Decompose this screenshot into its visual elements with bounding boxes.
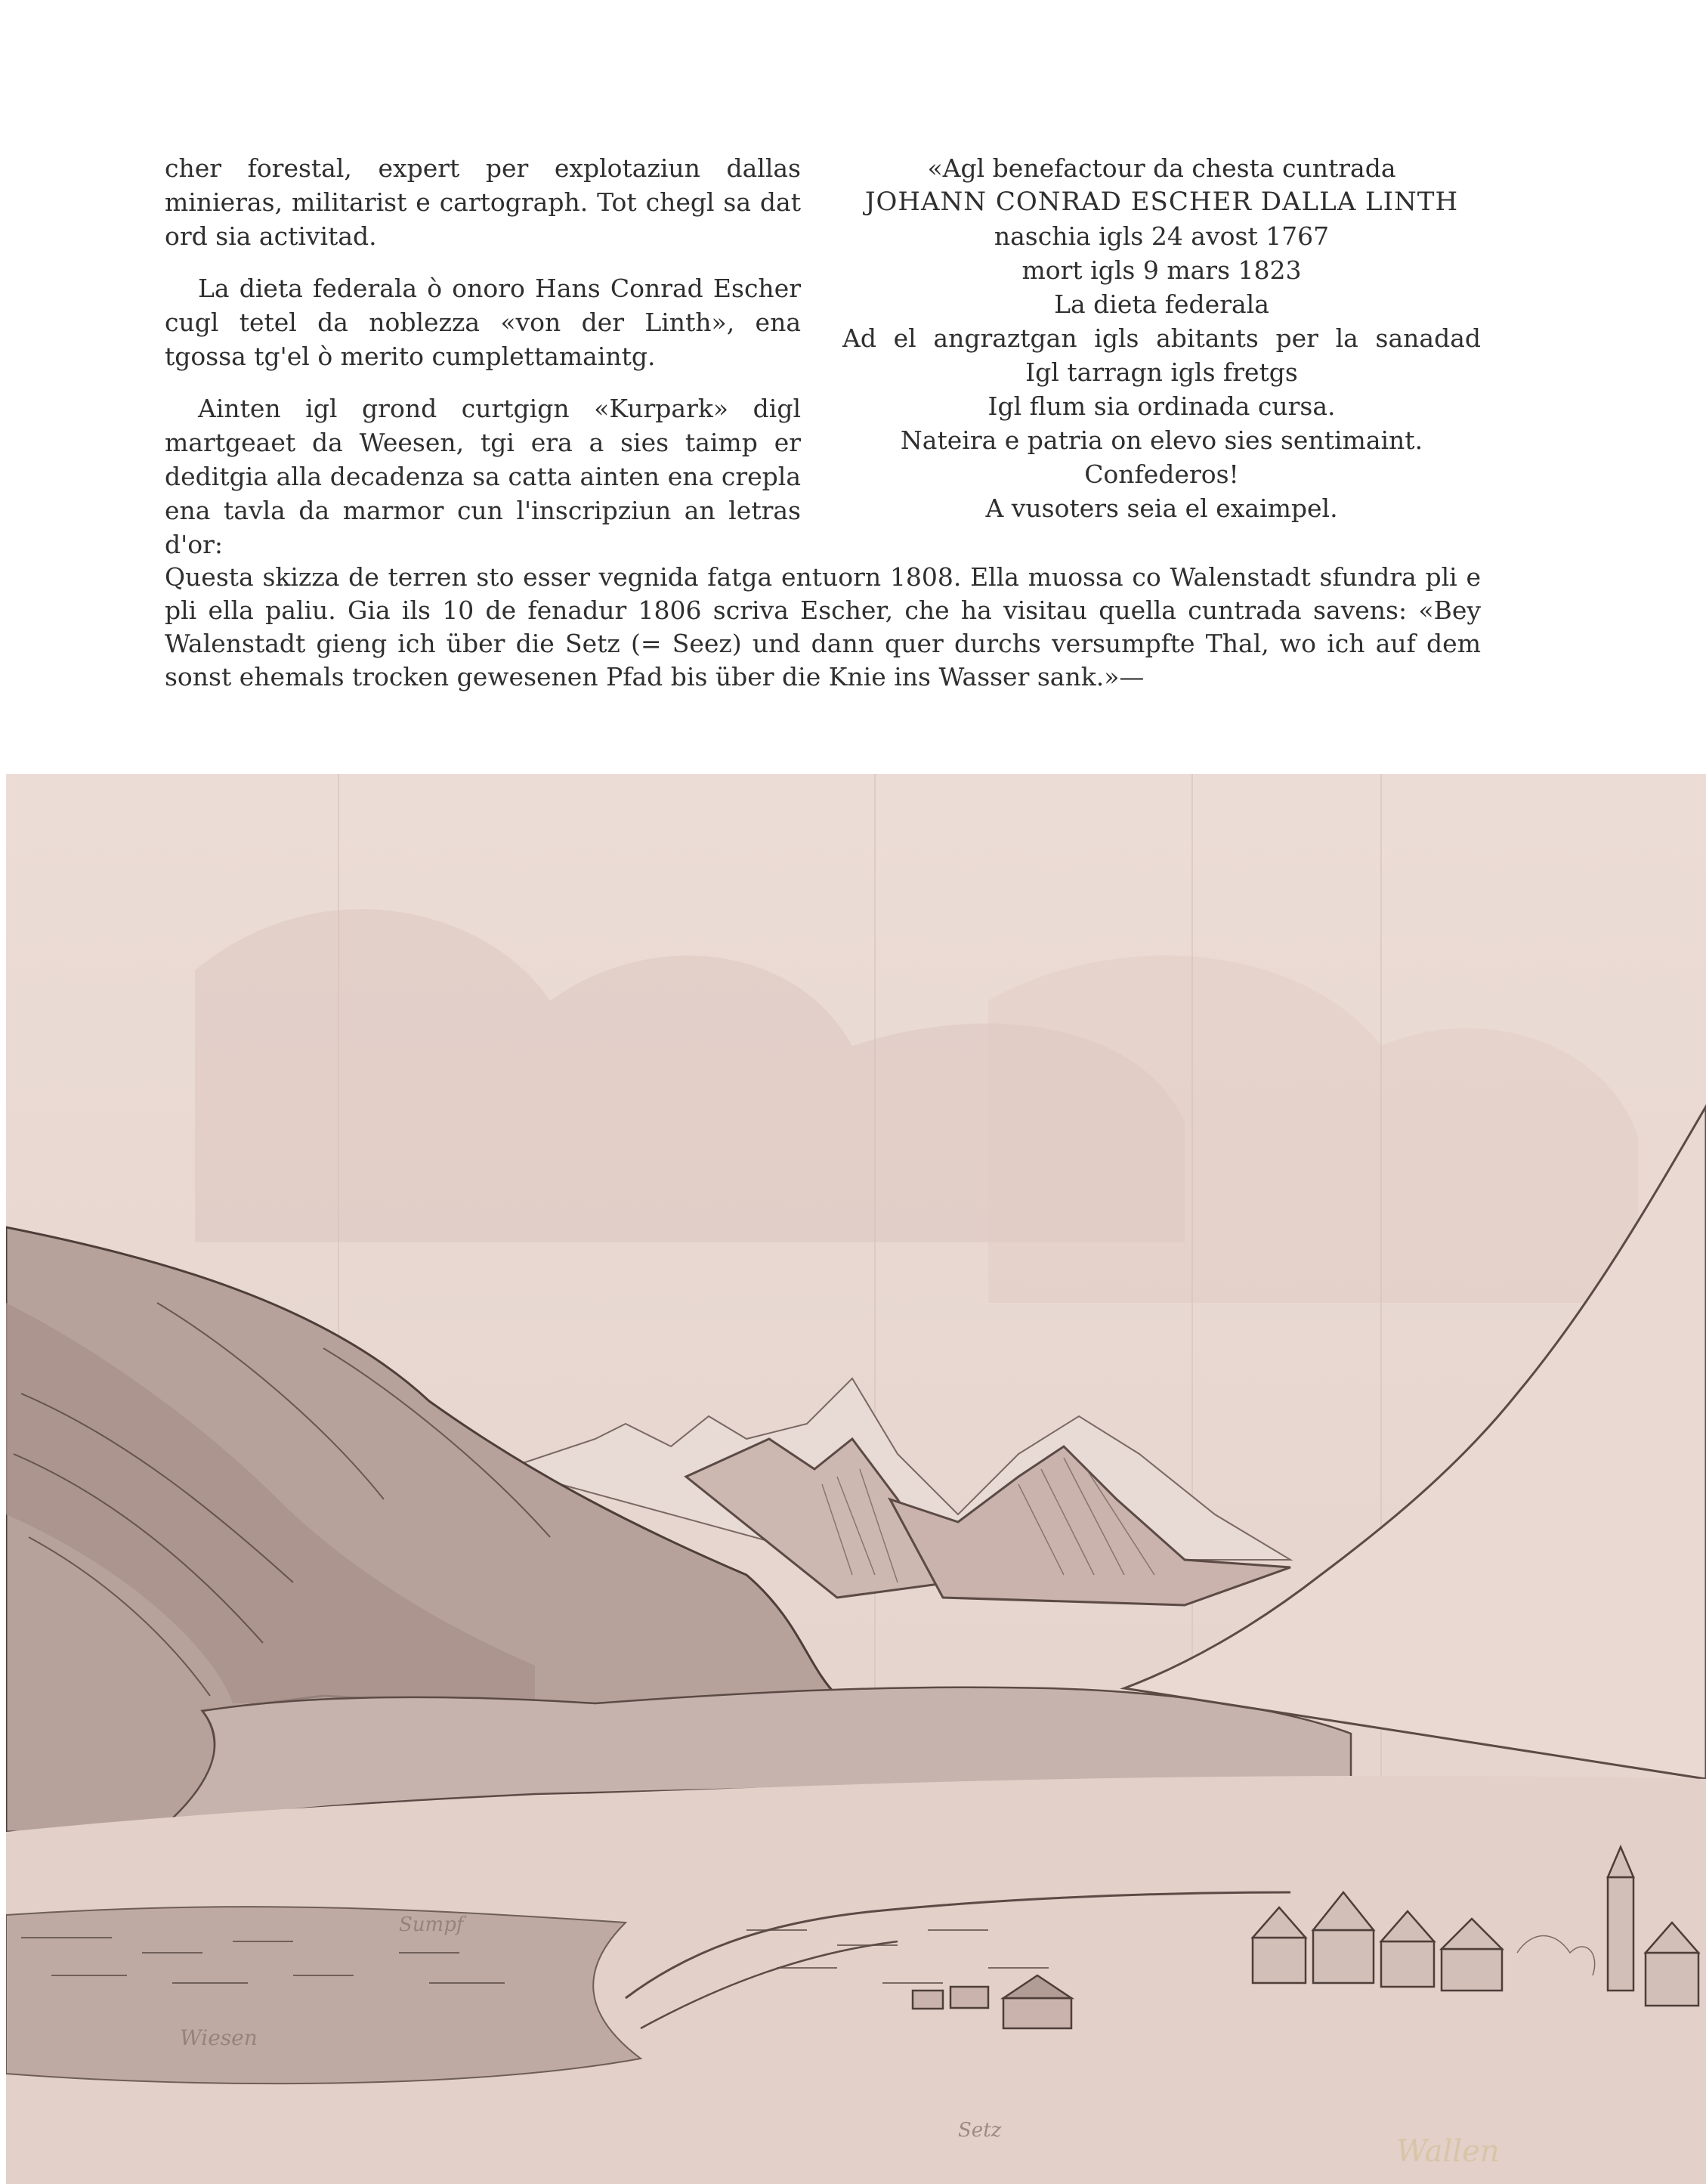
inscription-line: naschia igls 24 avost 1767 [994,221,1330,251]
sketch-caption: Questa skizza de terren sto esser vegnida fatga entuorn 1808. Ella muossa co Walenstadt sfundra pli e pli ella paliu. Gia ils 10 de fenadur 1806 scriva Escher, che ha visitau quella cuntrada savens: «Bey Walenstadt gieng ich über die Setz (= Seez) und dann quer durchs versumpfte Thal, wo ich auf dem sonst ehemals trocken gewesenen Pfad bis über die Knie ins Wasser sank.»— [165,562,1481,691]
sketch-note-sumpf: Sumpf [399,1913,464,1936]
inscription-line: «Agl benefactour da chesta cuntrada [927,153,1396,183]
sketch-note-setz: Setz [958,2119,1002,2142]
inscription-line: mort igls 9 mars 1823 [1021,255,1302,285]
paragraph: La dieta federala ò onoro Hans Conrad Escher cugl tetel da noblezza «von der Linth», ena tgossa tg'el ò merito cumplettamaintg. [165,274,801,371]
inscription-line: Igl flum sia ordinada cursa. [987,391,1336,421]
paragraph: Ainten igl grond curtgign «Kurpark» digl martgeaet da Weesen, tgi era a sies taimp er deditgia alla decadenza sa catta ainten ena crepla ena tavla da marmor cun l'inscripziun an letras d'or: [165,394,801,559]
inscription-line: Ad el angraztgan igls abitants per la sanadad [842,323,1481,353]
inscription-column [842,151,1481,525]
landscape-sketch [6,774,1706,2184]
left-text-column [165,151,801,580]
sketch-note-wallen: Wallen [1396,2134,1500,2169]
sketch-drawing [6,774,1706,2184]
inscription-name: JOHANN CONRAD ESCHER DALLA LINTH [864,187,1459,217]
paragraph: cher forestal, expert per explotaziun dallas minieras, militarist e cartograph. Tot chegl sa dat ord sia activitad. [165,153,801,251]
inscription-line: Confederos! [1084,459,1239,489]
inscription-line: Igl tarragn igls fretgs [1025,357,1298,387]
sketch-note-wiesen: Wiesen [180,2025,258,2050]
inscription-line: La dieta federala [1054,289,1269,319]
inscription-line: Nateira e patria on elevo sies sentimaint. [900,425,1423,455]
inscription-line: A vusoters seia el exaimpel. [985,493,1338,523]
